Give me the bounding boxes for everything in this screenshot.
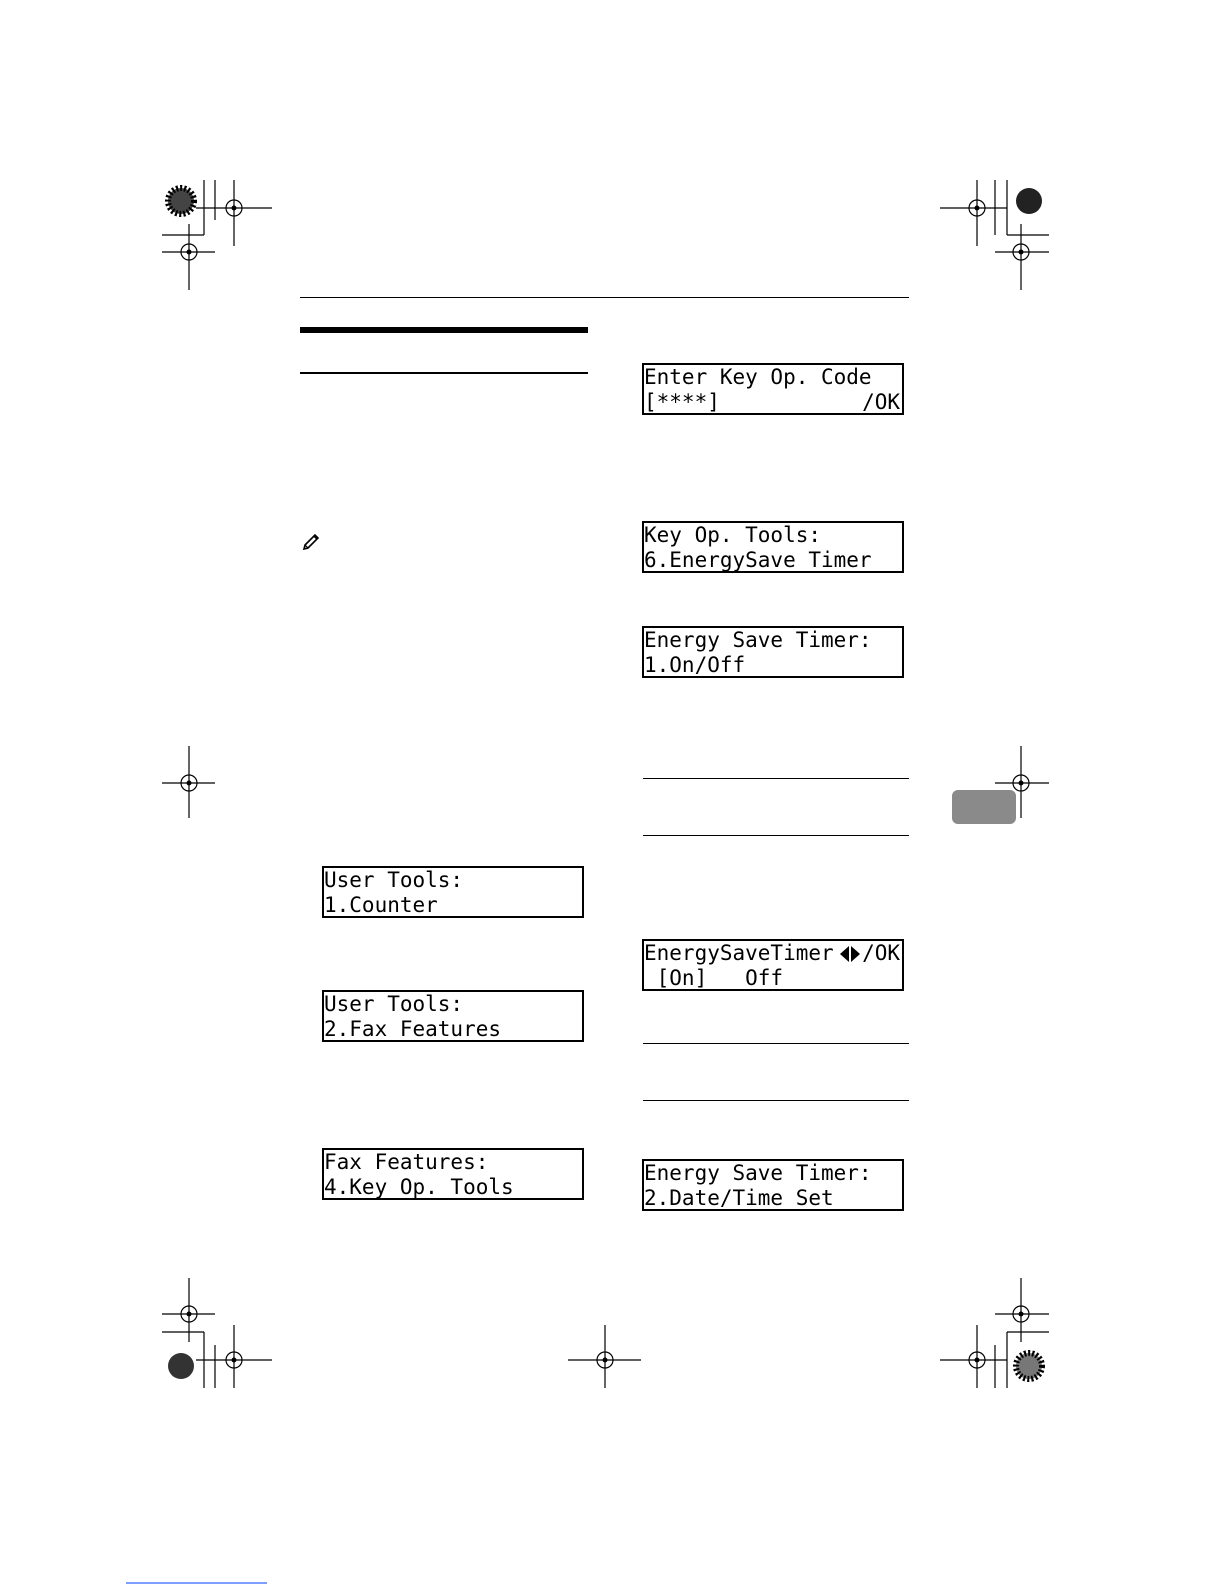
lcd-line-1: Key Op. Tools: <box>644 523 822 547</box>
lcd-line-2: [On] Off <box>644 966 784 990</box>
lcd-line-1: User Tools: <box>324 868 464 892</box>
lcd-line-2: 1.Counter <box>324 893 438 917</box>
lcd-line-1: User Tools: <box>324 992 464 1016</box>
lcd-ok-label: /OK <box>862 390 900 414</box>
lcd-line-2: 1.On/Off <box>644 653 746 677</box>
lcd-line-1: Energy Save Timer: <box>644 1161 872 1185</box>
lcd-line-1: EnergySaveTimer <box>644 941 834 965</box>
lcd-line-2: 4.Key Op. Tools <box>324 1175 514 1199</box>
lcd-line-2: 2.Date/Time Set <box>644 1186 834 1210</box>
lcd-line-1: Enter Key Op. Code <box>644 365 872 389</box>
lcd-line-2: 6.EnergySave Timer <box>644 548 872 572</box>
lcd-line-1: Energy Save Timer: <box>644 628 872 652</box>
lcd-code-field: [****] <box>644 390 720 414</box>
lcd-line-2: 2.Fax Features <box>324 1017 502 1041</box>
lcd-ok-label: /OK <box>862 941 900 965</box>
lcd-line-1: Fax Features: <box>324 1150 489 1174</box>
